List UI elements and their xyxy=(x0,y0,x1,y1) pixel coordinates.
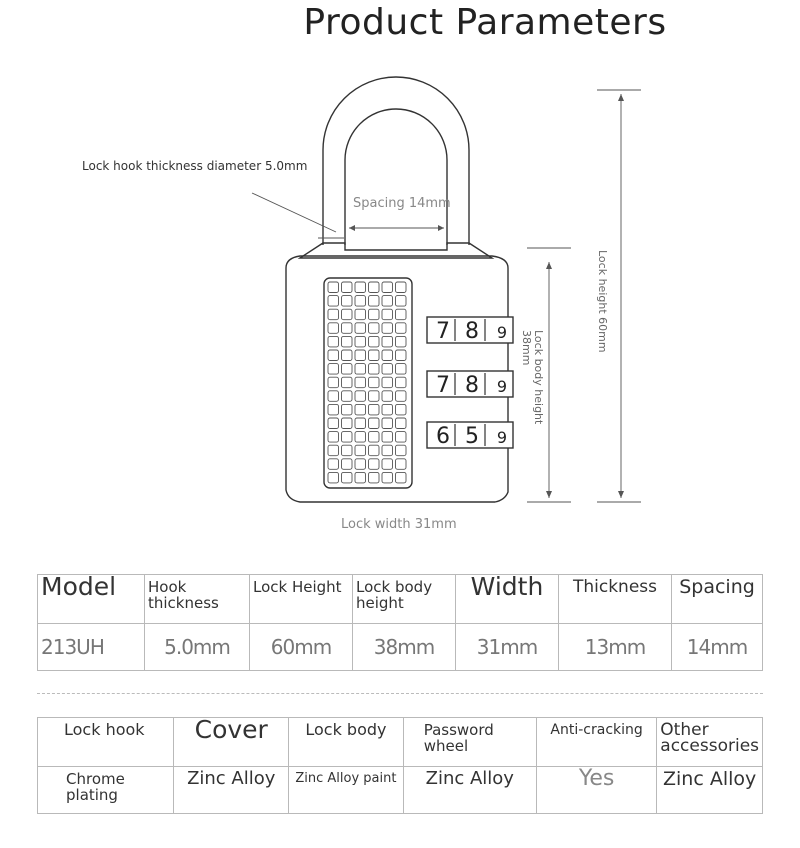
grip-square xyxy=(396,445,407,456)
value-spacing: 14mm xyxy=(672,624,763,671)
grip-square xyxy=(328,323,339,334)
grip-square xyxy=(396,364,407,375)
table-row xyxy=(38,575,763,624)
grip-square xyxy=(342,323,353,334)
grip-square xyxy=(355,445,366,456)
grip-square xyxy=(369,364,380,375)
value-lock-body-height: 38mm xyxy=(353,624,456,671)
grip-square xyxy=(382,459,393,470)
grip-square xyxy=(355,282,366,293)
grip-square xyxy=(382,309,393,320)
grip-square xyxy=(342,391,353,402)
header-model: Model xyxy=(38,575,145,624)
grip-square xyxy=(382,336,393,347)
grip-square xyxy=(382,323,393,334)
grip-square xyxy=(396,350,407,361)
grip-square xyxy=(369,418,380,429)
grip-square xyxy=(328,432,339,443)
header-thickness: Thickness xyxy=(559,575,672,624)
grip-square xyxy=(382,432,393,443)
grip-square xyxy=(355,472,366,483)
header-cover: Cover xyxy=(174,718,289,767)
grip-square xyxy=(342,282,353,293)
dial-digit: 9 xyxy=(496,428,508,447)
grip-square xyxy=(355,377,366,388)
value-lock-body: Zinc Alloy paint xyxy=(289,767,404,814)
grip-square xyxy=(342,445,353,456)
grip-square xyxy=(342,472,353,483)
grip-square xyxy=(382,296,393,307)
grip-square xyxy=(328,391,339,402)
table-row xyxy=(38,624,763,671)
header-anti-cracking: Anti-cracking xyxy=(536,718,656,767)
grip-square xyxy=(396,418,407,429)
grip-square xyxy=(369,404,380,415)
grip-square xyxy=(382,445,393,456)
grip-square xyxy=(396,377,407,388)
header-other-accessories: Other accessories xyxy=(657,718,763,767)
shackle-inner xyxy=(345,109,447,245)
value-model: 213UH xyxy=(38,624,145,671)
value-width: 31mm xyxy=(456,624,559,671)
grip-square xyxy=(369,336,380,347)
dial-digit: 8 xyxy=(465,373,479,398)
grip-square xyxy=(369,391,380,402)
grip-square xyxy=(369,282,380,293)
grip-square xyxy=(328,404,339,415)
grip-square xyxy=(355,391,366,402)
grip-square xyxy=(396,282,407,293)
divider xyxy=(37,693,763,694)
grip-square xyxy=(369,296,380,307)
grip-square xyxy=(355,336,366,347)
grip-square xyxy=(342,418,353,429)
dial-digit: 7 xyxy=(436,319,450,344)
grip-square xyxy=(342,459,353,470)
grip-square xyxy=(369,309,380,320)
grip-square xyxy=(382,282,393,293)
value-password-wheel: Zinc Alloy xyxy=(403,767,536,814)
grip-square xyxy=(382,350,393,361)
body-height-label: Lock body height 38mm xyxy=(520,330,545,425)
grip-square xyxy=(328,336,339,347)
grip-square xyxy=(328,282,339,293)
grip-square xyxy=(369,432,380,443)
grip-square xyxy=(342,296,353,307)
grip-square xyxy=(396,296,407,307)
grip-square xyxy=(382,418,393,429)
grip-square xyxy=(355,296,366,307)
grip-square xyxy=(369,323,380,334)
grip-square xyxy=(328,459,339,470)
value-lock-hook: Chrome plating xyxy=(38,767,174,814)
grip-square xyxy=(396,391,407,402)
page-title: Product Parameters xyxy=(303,2,667,43)
grip-square xyxy=(382,377,393,388)
value-cover: Zinc Alloy xyxy=(174,767,289,814)
grip-square xyxy=(369,445,380,456)
grip-square xyxy=(382,364,393,375)
grip-square xyxy=(369,472,380,483)
grip-square xyxy=(342,364,353,375)
grip-square xyxy=(328,377,339,388)
grip-square xyxy=(328,309,339,320)
dial-digit: 8 xyxy=(465,319,479,344)
dial-digit: 9 xyxy=(496,377,508,396)
grip-square xyxy=(328,445,339,456)
grip-square xyxy=(342,404,353,415)
grip-square xyxy=(342,377,353,388)
grip-square xyxy=(342,350,353,361)
grip-square xyxy=(342,309,353,320)
grip-square xyxy=(382,404,393,415)
grip-square xyxy=(355,418,366,429)
grip-square xyxy=(396,459,407,470)
dial-digit: 7 xyxy=(436,373,450,398)
grip-square xyxy=(328,472,339,483)
value-other-accessories: Zinc Alloy xyxy=(657,767,763,814)
dial-digit: 5 xyxy=(465,424,479,449)
lock-height-label: Lock height 60mm xyxy=(596,250,609,353)
grip-square xyxy=(355,309,366,320)
header-lock-hook: Lock hook xyxy=(38,718,174,767)
table-row xyxy=(38,718,763,767)
value-hook-thickness: 5.0mm xyxy=(145,624,250,671)
header-password-wheel: Password wheel xyxy=(403,718,536,767)
lock-width-label: Lock width 31mm xyxy=(341,517,457,532)
value-anti-cracking: Yes xyxy=(536,767,656,814)
grip-square xyxy=(396,336,407,347)
grip-square xyxy=(382,391,393,402)
materials-table xyxy=(37,717,763,814)
grip-square xyxy=(355,432,366,443)
grip-square xyxy=(355,350,366,361)
dial-digit: 6 xyxy=(436,424,450,449)
grip-square xyxy=(382,472,393,483)
grip-square xyxy=(342,336,353,347)
value-lock-height: 60mm xyxy=(250,624,353,671)
hook-thickness-label: Lock hook thickness diameter 5.0mm xyxy=(82,159,308,173)
grip-square xyxy=(342,432,353,443)
grip-square xyxy=(396,309,407,320)
dial-digit: 9 xyxy=(496,323,508,342)
grip-square xyxy=(355,323,366,334)
grip-square xyxy=(328,350,339,361)
header-width: Width xyxy=(456,575,559,624)
grip-square xyxy=(355,364,366,375)
grip-square xyxy=(355,459,366,470)
grip-square xyxy=(369,459,380,470)
grip-square xyxy=(355,404,366,415)
spacing-label: Spacing 14mm xyxy=(353,196,451,211)
header-hook-thickness: Hook thickness xyxy=(145,575,250,624)
value-thickness: 13mm xyxy=(559,624,672,671)
header-spacing: Spacing xyxy=(672,575,763,624)
grip-square xyxy=(369,377,380,388)
table-row xyxy=(38,767,763,814)
grip-square xyxy=(396,432,407,443)
grip-square xyxy=(328,418,339,429)
header-lock-body-height: Lock body height xyxy=(353,575,456,624)
header-lock-height: Lock Height xyxy=(250,575,353,624)
grip-square xyxy=(328,364,339,375)
dimensions-table xyxy=(37,574,763,671)
grip-square xyxy=(396,472,407,483)
header-lock-body: Lock body xyxy=(289,718,404,767)
grip-square xyxy=(396,323,407,334)
grip-square xyxy=(396,404,407,415)
grip-square xyxy=(369,350,380,361)
grip-square xyxy=(328,296,339,307)
